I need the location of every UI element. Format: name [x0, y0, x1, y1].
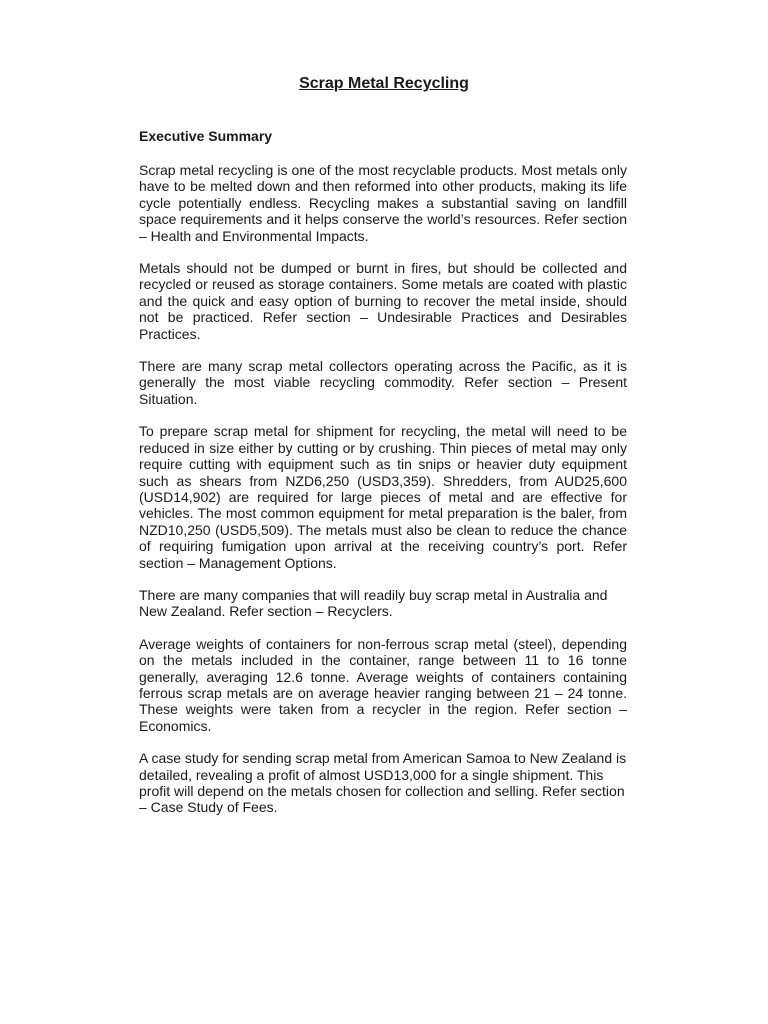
paragraph-economics: Average weights of containers for non-ferrous scrap metal (steel), depending on the metals included in the container, range between 11 to 16 tonne generally, averaging 12.6 tonne. Average weights of containers containing ferrous scrap metals are on average heavier ranging between 21 – 24 tonne. These weights were taken from a recycler in the region. Refer section – Economics.: [139, 635, 627, 734]
document-title: Scrap Metal Recycling: [299, 75, 469, 92]
paragraph-present-situation: There are many scrap metal collectors operating across the Pacific, as it is generally the most viable recycling commodity. Refer section – Present Situation.: [139, 358, 627, 407]
paragraph-management-options: To prepare scrap metal for shipment for recycling, the metal will need to be reduced in size either by cutting or by crushing. Thin pieces of metal may only require cutting with equipment such as tin snips or heavier duty equipment such as shears from NZD6,250 (USD3,359). Shredders, from AUD25,600 (USD14,902) are required for large pieces of metal and are effective for vehicles. The most common equipment for metal preparation is the baler, from NZD10,250 (USD5,509). The metals must also be clean to reduce the chance of requiring fumigation upon arrival at the receiving country’s port. Refer section – Management Options.: [139, 423, 627, 571]
paragraph-recyclers: There are many companies that will readily buy scrap metal in Australia and New Zealand. Refer section – Recyclers.: [139, 586, 608, 620]
paragraph-overview: Scrap metal recycling is one of the most recyclable products. Most metals only have to be melted down and then reformed into other products, making its life cycle potentially endless. Recycling makes a substantial saving on landfill space requirements and it helps conserve the world’s resources. Refer section – Health and Environmental Impacts.: [139, 162, 627, 244]
paragraph-disposal-practices: Metals should not be dumped or burnt in fires, but should be collected and recycled or reused as storage containers. Some metals are coated with plastic and the quick and easy option of burning to recover the metal inside, should not be practiced. Refer section – Undesirable Practices and Desirables Practices.: [139, 260, 627, 342]
paragraph-case-study: A case study for sending scrap metal from American Samoa to New Zealand is detailed, revealing a profit of almost USD13,000 for a single shipment. This profit will depend on the metals chosen for collection and selling. Refer section – Case Study of Fees.: [139, 750, 627, 816]
document-body: [139, 127, 627, 832]
section-heading: Executive Summary: [139, 128, 273, 144]
